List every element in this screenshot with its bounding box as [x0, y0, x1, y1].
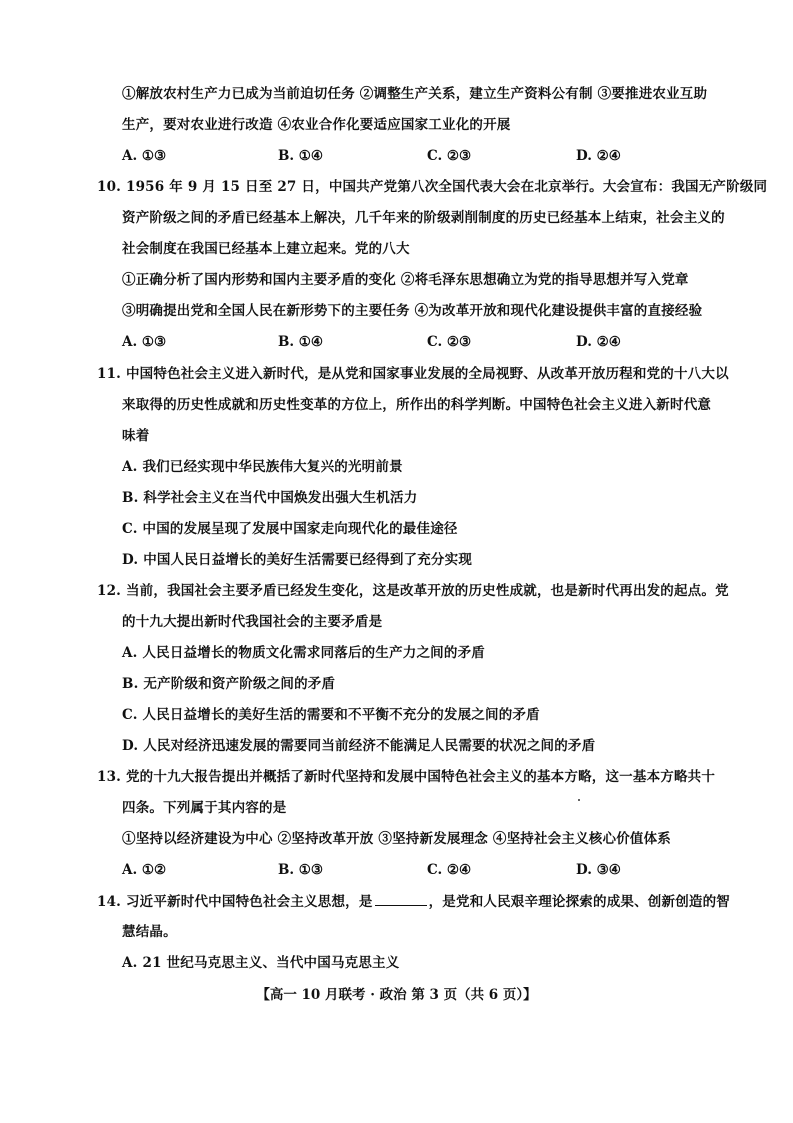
- q11-stem-line3: 味着: [122, 428, 150, 444]
- q13-statements: ①坚持以经济建设为中心 ②坚持改革开放 ③坚持新发展理念 ④坚持社会主义核心价值体系: [122, 831, 671, 847]
- q9-statements-line1: ①解放农村生产力已成为当前迫切任务 ②调整生产关系，建立生产资料公有制 ③要推进农业互助: [122, 86, 708, 102]
- q9-option-a[interactable]: A. ①③: [122, 148, 167, 164]
- q10-stem-line2: 资产阶级之间的矛盾已经基本上解决，几千年来的阶级剥削制度的历史已经基本上结束，社会主义的: [122, 210, 725, 226]
- q12-option-b[interactable]: B. 无产阶级和资产阶级之间的矛盾: [122, 676, 336, 692]
- q9-option-c[interactable]: C. ②③: [427, 148, 472, 164]
- q11-option-a[interactable]: A. 我们已经实现中华民族伟大复兴的光明前景: [122, 459, 403, 475]
- q9-option-d[interactable]: D. ②④: [576, 148, 621, 164]
- q14-option-a[interactable]: A. 21 世纪马克思主义、当代中国马克思主义: [122, 955, 400, 971]
- q9-options: [0, 146, 793, 166]
- q10-stem-line3: 社会制度在我国已经基本上建立起来。党的八大: [122, 241, 410, 257]
- q10-option-b[interactable]: B. ①④: [278, 334, 324, 350]
- q13-option-b[interactable]: B. ①③: [278, 862, 324, 878]
- q9-statements-line2: 生产，要对农业进行改造 ④农业合作化要适应国家工业化的开展: [122, 117, 511, 133]
- q11-option-b[interactable]: B. 科学社会主义在当代中国焕发出强大生机活力: [122, 490, 418, 506]
- q10-option-a[interactable]: A. ①③: [122, 334, 167, 350]
- q13-option-a[interactable]: A. ①②: [122, 862, 167, 878]
- q14-stem-after-blank: ，是党和人民艰辛理论探索的成果、创新创造的智: [428, 894, 730, 910]
- q13-option-c[interactable]: C. ②④: [427, 862, 472, 878]
- q13-options: [0, 860, 793, 880]
- q10-statements-line1: ①正确分析了国内形势和国内主要矛盾的变化 ②将毛泽东思想确立为党的指导思想并写入党章: [122, 272, 689, 288]
- q14-stem-line1: [0, 891, 793, 911]
- q12-option-c[interactable]: C. 人民日益增长的美好生活的需要和不平衡不充分的发展之间的矛盾: [122, 707, 540, 723]
- q12-option-a[interactable]: A. 人民日益增长的物质文化需求同落后的生产力之间的矛盾: [122, 645, 485, 661]
- stray-mark: [578, 799, 580, 801]
- q10-options: [0, 332, 793, 352]
- q11-stem-line2: 来取得的历史性成就和历史性变革的方位上，所作出的科学判断。中国特色社会主义进入新时代意: [122, 397, 712, 413]
- q13-option-d[interactable]: D. ③④: [576, 862, 621, 878]
- q13-stem-line2: 四条。下列属于其内容的是: [122, 800, 287, 816]
- q10-option-d[interactable]: D. ②④: [576, 334, 621, 350]
- q12-stem-line2: 的十九大提出新时代我国社会的主要矛盾是: [122, 614, 383, 630]
- q14-stem-line2: 慧结晶。: [122, 924, 177, 940]
- q11-option-c[interactable]: C. 中国的发展呈现了发展中国家走向现代化的最佳途径: [122, 521, 458, 537]
- q12-option-d[interactable]: D. 人民对经济迅速发展的需要同当前经济不能满足人民需要的状况之间的矛盾: [122, 738, 596, 754]
- q10-statements-line2: ③明确提出党和全国人民在新形势下的主要任务 ④为改革开放和现代化建设提供丰富的直接经验: [122, 303, 703, 319]
- q14-stem-before-blank: 14. 习近平新时代中国特色社会主义思想，是: [97, 894, 373, 910]
- q13-stem-line1: 13. 党的十九大报告提出并概括了新时代坚持和发展中国特色社会主义的基本方略，这一基本方略共十: [97, 769, 716, 785]
- answer-blank[interactable]: [375, 891, 427, 906]
- q9-option-b[interactable]: B. ①④: [278, 148, 324, 164]
- q11-option-d[interactable]: D. 中国人民日益增长的美好生活需要已经得到了充分实现: [122, 552, 473, 568]
- page-footer: 【高一 10 月联考 · 政治 第 3 页（共 6 页）】: [256, 987, 537, 1003]
- q11-stem-line1: 11. 中国特色社会主义进入新时代，是从党和国家事业发展的全局视野、从改革开放历程和党的十八大以: [97, 366, 729, 382]
- q10-option-c[interactable]: C. ②③: [427, 334, 472, 350]
- q10-stem-line1: 10. 1956 年 9 月 15 日至 27 日，中国共产党第八次全国代表大会在北京举行。大会宣布：我国无产阶级同: [97, 179, 768, 195]
- q12-stem-line1: 12. 当前，我国社会主要矛盾已经发生变化，这是改革开放的历史性成就，也是新时代再出发的起点。党: [97, 583, 729, 599]
